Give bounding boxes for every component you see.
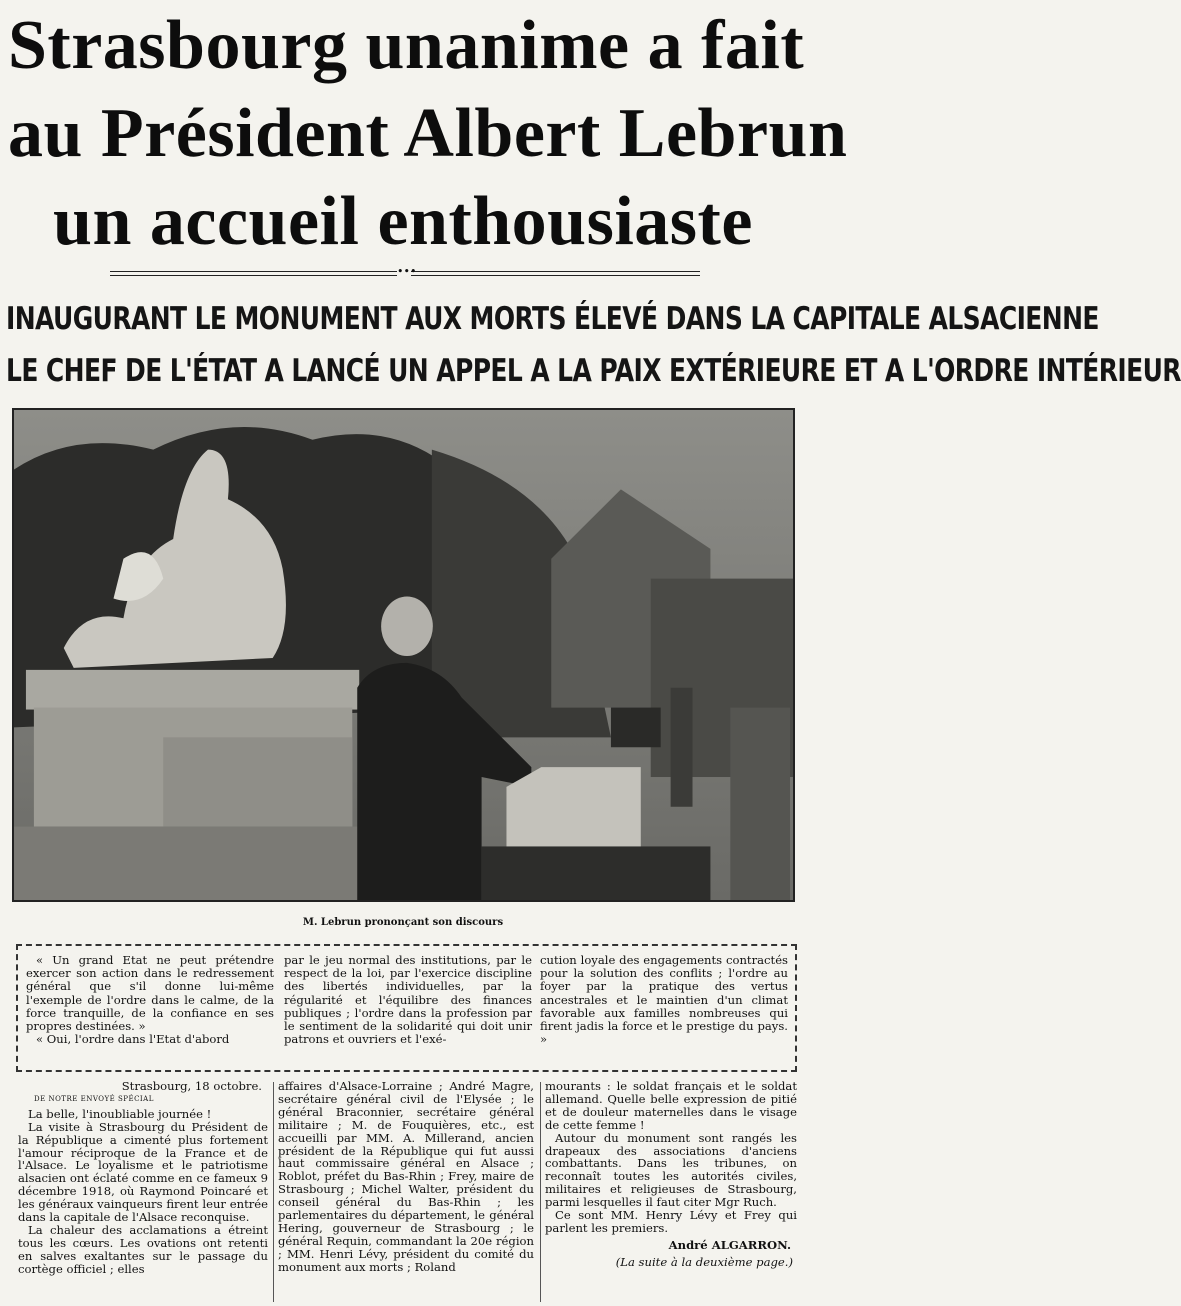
article-paragraph: Ce sont MM. Henry Lévy et Frey qui parlent les premiers.	[545, 1208, 797, 1235]
quote-box	[16, 944, 797, 1072]
quote-column-3	[540, 954, 788, 1066]
rule-ornament: •••	[397, 265, 417, 278]
photo-illustration	[14, 410, 793, 900]
article-column-1	[18, 1080, 268, 1304]
article-paragraph: affaires d'Alsace-Lorraine ; André Magre, secrétaire général civil de l'Elysée ; le général Braconnier, secrétaire général militaire ; M. de Fouquières, etc., est accueilli par MM. A. Millerand, ancien président de la République qui fut aussi haut commissaire général en Alsace ; Roblot, préfet du Bas-Rhin ; Frey, maire de Strasbourg ; Michel Walter, président du conseil général du Bas-Rhin ; les parlementaires du département, le général Hering, gouverneur de Strasbourg ; le général Requin, commandant la 20e région ; MM. Henri Lévy, président du comité du monument aux morts ; Roland	[278, 1079, 534, 1274]
subheadline-line-1: INAUGURANT LE MONUMENT AUX MORTS ÉLEVÉ DANS LA CAPITALE ALSACIENNE	[6, 300, 1099, 337]
headline-line-1: Strasbourg unanime a fait	[8, 7, 805, 84]
quote-paragraph: cution loyale des engagements contractés pour la solution des conflits ; l'ordre au foyer par la pratique des vertus ancestrales et le maintien d'un climat favorable aux familles nombreuses qui firent jadis la force et le prestige du pays. »	[540, 953, 788, 1047]
photo-caption: M. Lebrun prononçant son discours	[302, 917, 504, 928]
quote-column-2	[284, 954, 532, 1066]
headline-line-2: au Président Albert Lebrun	[8, 95, 848, 172]
continued-note: (La suite à la deuxième page.)	[615, 1254, 793, 1269]
headline	[8, 2, 848, 266]
article-paragraph: La chaleur des acclamations a étreint tous les cœurs. Les ovations ont retenti en salves exaltantes sur le passage du cortège officiel ; elles	[18, 1222, 268, 1276]
article-paragraph: mourants : le soldat français et le soldat allemand. Quelle belle expression de pitié et de douleur maternelles dans le visage de cette femme !	[545, 1079, 797, 1132]
headline-line-3: un accueil enthousiaste	[53, 183, 753, 260]
special-correspondent: DE NOTRE ENVOYÉ SPÉCIAL	[34, 1094, 154, 1103]
column-divider	[540, 1082, 541, 1302]
subheadline-line-2: LE CHEF DE L'ÉTAT A LANCÉ UN APPEL A LA PAIX EXTÉRIEURE ET A L'ORDRE INTÉRIEUR	[6, 352, 1181, 389]
quote-paragraph: « Un grand Etat ne peut prétendre exercer son action dans le redressement général que s'il donne lui-même l'exemple de l'ordre dans le calme, de la force tranquille, de la confiance en ses propres destinées. »	[26, 953, 274, 1034]
author-signature: André ALGARRON.	[668, 1237, 791, 1252]
article-paragraph: La belle, l'inoubliable journée !	[28, 1106, 212, 1121]
dateline: Strasbourg, 18 octobre.	[121, 1079, 262, 1093]
article-paragraph: La visite à Strasbourg du Président de la République a cimenté plus fortement l'amour réciproque de la France et de l'Alsace. Le loyalisme et le patriotisme alsacien ont éclaté comme en ce fameux 9 décembre 1918, où Raymond Poincaré et les généraux vainqueurs firent leur entrée dans la capitale de l'Alsace reconquise.	[18, 1119, 268, 1225]
column-divider	[273, 1082, 274, 1302]
article-paragraph: Autour du monument sont rangés les drapeaux des associations d'anciens combattants. Dans les tribunes, on reconnaît toutes les autorités civiles, militaires et religieuses de Strasbourg, parmi lesquelles il faut citer Mgr Ruch.	[545, 1130, 797, 1210]
news-photo	[12, 408, 795, 902]
article-column-3	[545, 1080, 797, 1304]
article-column-2	[278, 1080, 534, 1304]
quote-column-1	[26, 954, 274, 1066]
quote-paragraph: par le jeu normal des institutions, par le respect de la loi, par l'exercice discipline des libertés individuelles, par la régularité et l'équilibre des finances publiques ; l'ordre dans la profession par le sentiment de la solidarité qui doit unir patrons et ouvriers et l'exé-	[284, 953, 532, 1047]
quote-paragraph: « Oui, l'ordre dans l'Etat d'abord	[36, 1032, 230, 1047]
